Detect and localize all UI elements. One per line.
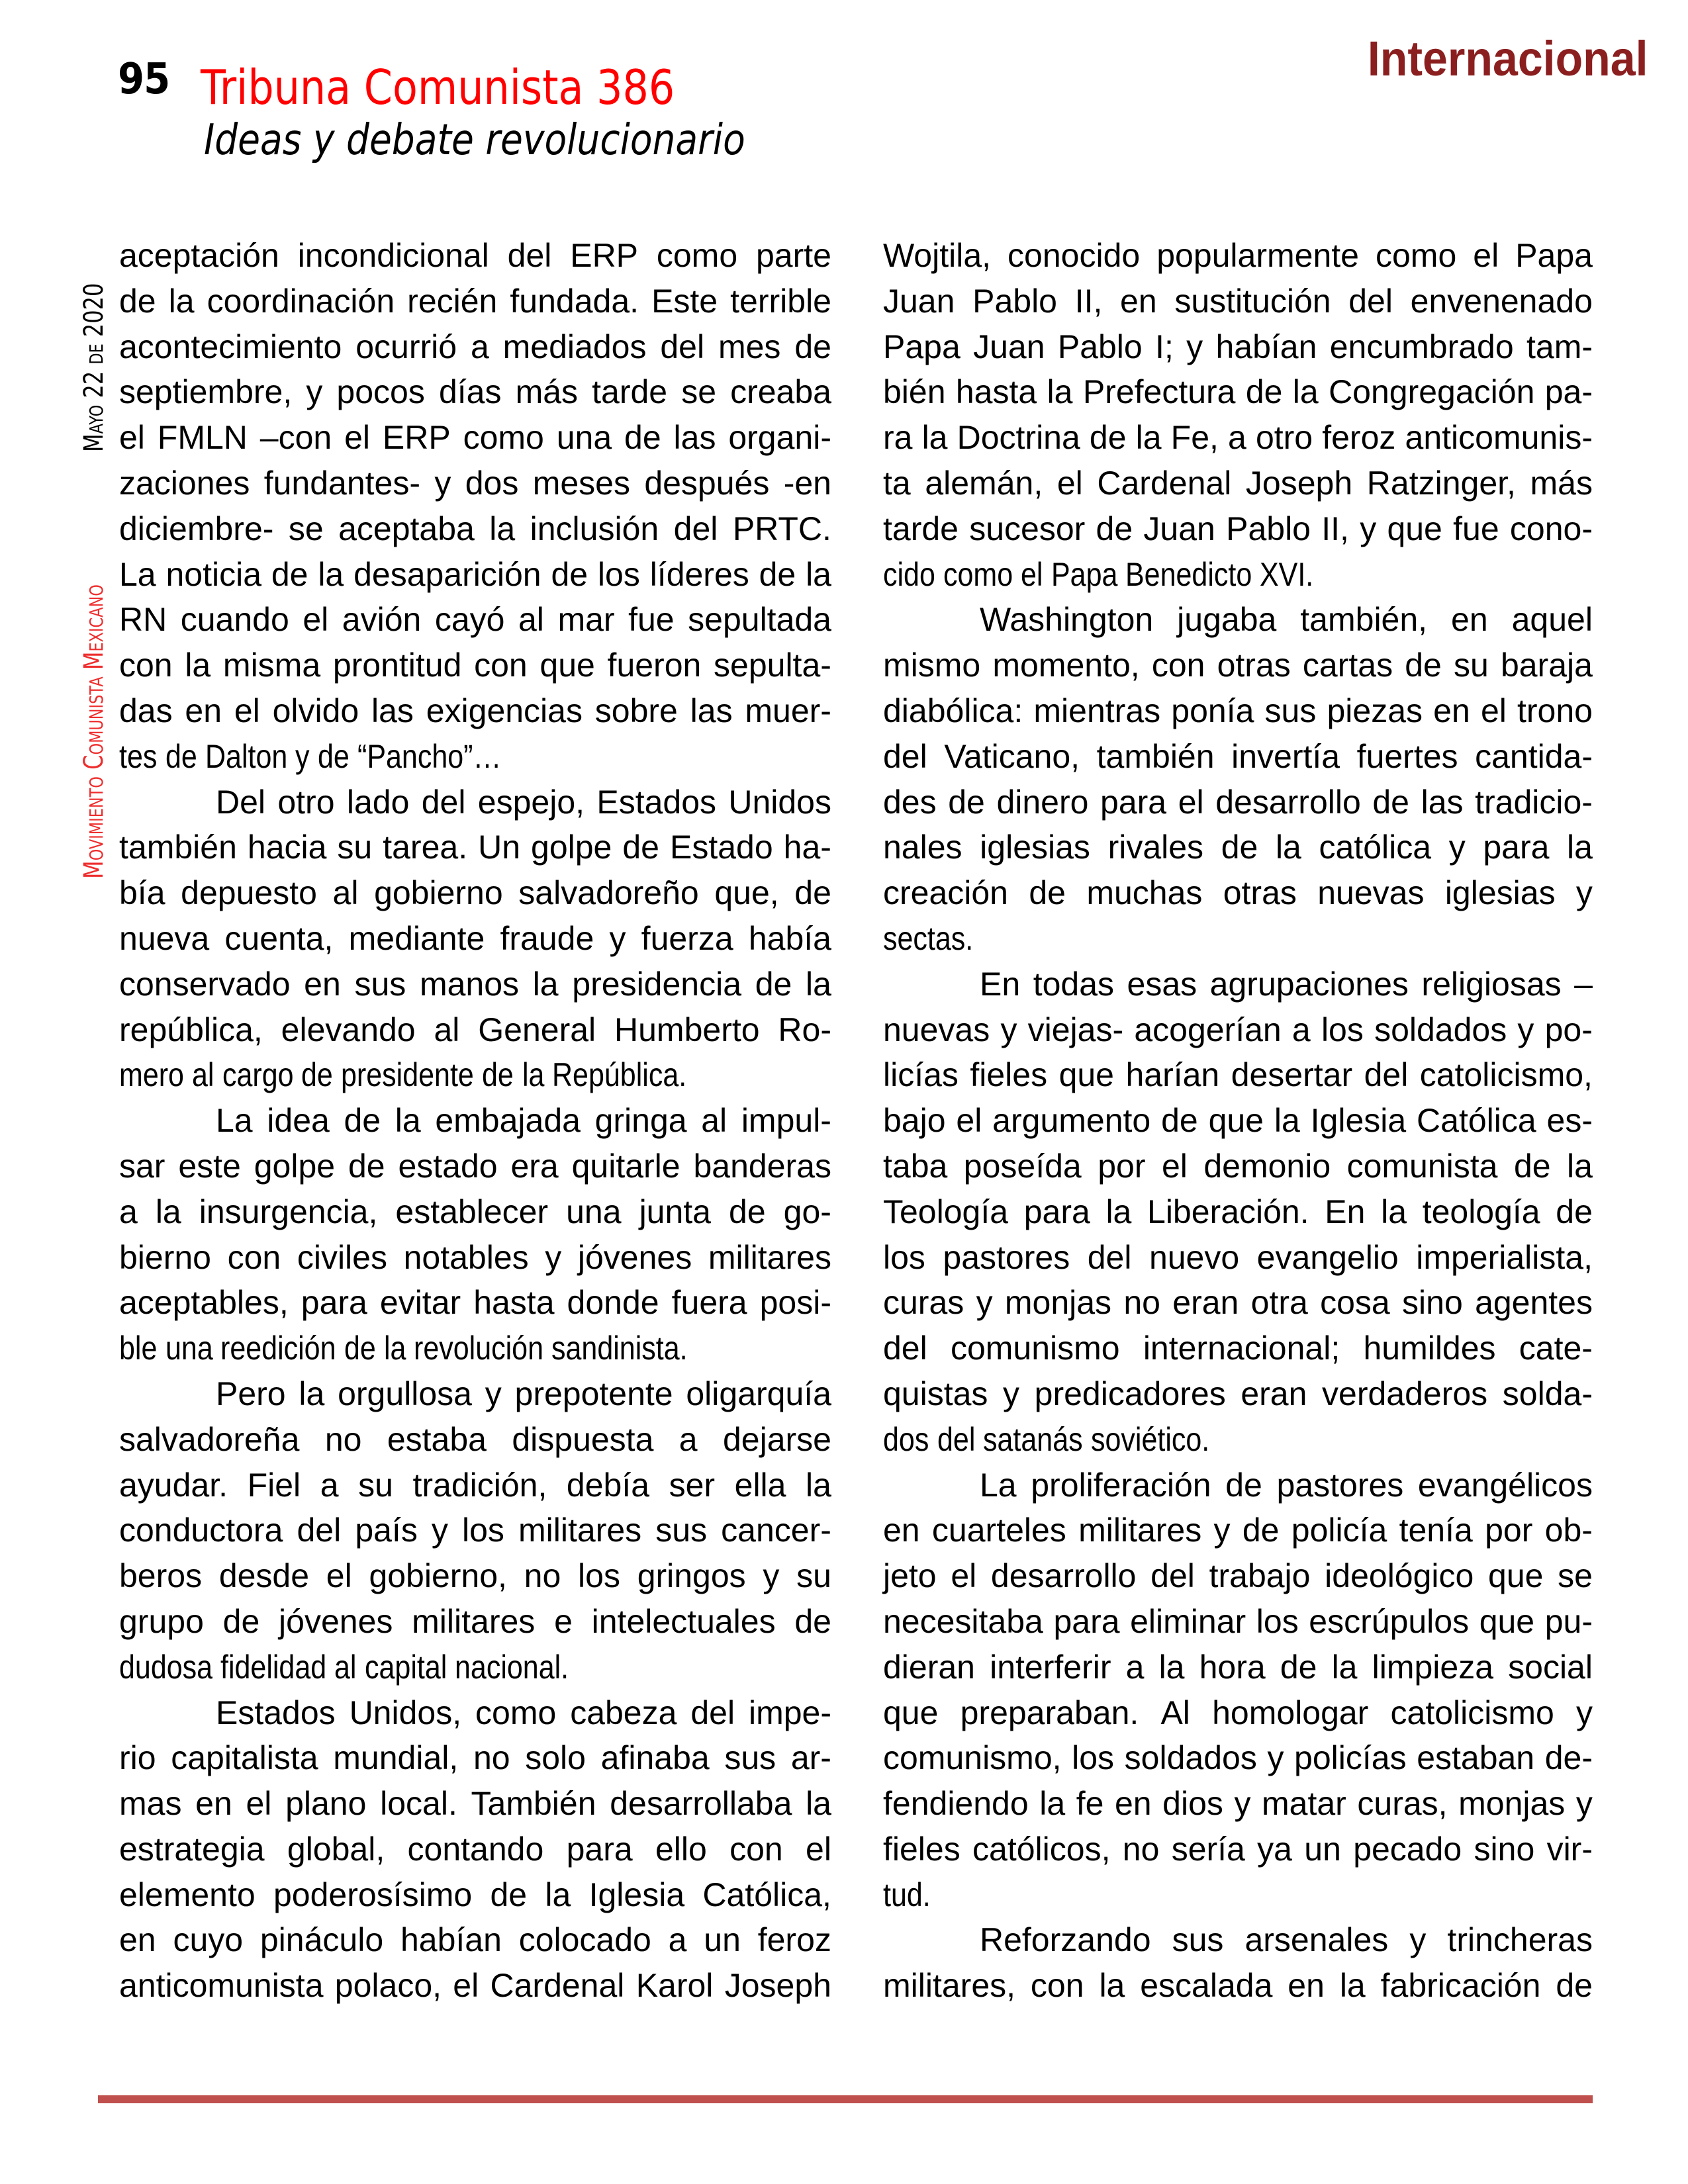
text-line: comunismo, los soldados y policías estaban de- [883,1739,1593,1777]
text-line: dos del satanás soviético. [883,1420,1210,1458]
text-line: conductora del país y los militares sus cancer- [119,1512,831,1549]
text-line: La proliferación de pastores evangélicos [980,1466,1593,1504]
text-line: anticomunista polaco, el Cardenal Karol Joseph [119,1967,831,2005]
article-column-left [119,233,831,2009]
text-line: dudosa fidelidad al capital nacional. [119,1648,569,1686]
text-line: estrategia global, contando para ello con el [119,1830,831,1868]
text-line: cido como el Papa Benedicto XVI. [883,555,1314,593]
text-line: bierno con civiles notables y jóvenes militares [119,1238,831,1276]
side-strip-date: Mayo 22 de 2020 [79,283,109,452]
text-line: bajo el argumento de que la Iglesia Católica es- [883,1102,1593,1140]
article-column-right [883,233,1593,2009]
text-line: dieran interferir a la hora de la limpieza social [883,1648,1593,1686]
text-line: rio capitalista mundial, no solo afinaba sus ar- [119,1739,831,1777]
text-line: del Vaticano, también invertía fuertes cantida- [883,737,1593,775]
text-line: ayudar. Fiel a su tradición, debía ser ella la [119,1466,831,1504]
text-line: en cuarteles militares y de policía tenía por ob- [883,1512,1593,1549]
text-line: salvadoreña no estaba dispuesta a dejarse [119,1420,831,1458]
page-number: 95 [118,55,170,104]
text-line: aceptación incondicional del ERP como parte [119,237,831,274]
text-line: sectas. [883,919,974,957]
text-line: grupo de jóvenes militares e intelectuales de [119,1602,831,1640]
text-line: En todas esas agrupaciones religiosas – [980,965,1593,1003]
text-line: el FMLN –con el ERP como una de las organi- [119,419,831,457]
text-line: Reforzando sus arsenales y trincheras [980,1921,1593,1959]
text-line: con la misma prontitud con que fueron sepulta- [119,647,831,684]
publication-title: Tribuna Comunista 386 [201,60,675,115]
text-line: ta alemán, el Cardenal Joseph Ratzinger, más [883,464,1593,502]
text-line: que preparaban. Al homologar catolicismo y [883,1694,1593,1731]
text-line: aceptables, para evitar hasta donde fuera posi- [119,1284,831,1322]
text-line: acontecimiento ocurrió a mediados del mes de [119,328,831,365]
text-line: los pastores del nuevo evangelio imperialista, [883,1238,1593,1276]
text-line: creación de muchas otras nuevas iglesias y [883,874,1593,912]
text-line: Del otro lado del espejo, Estados Unidos [216,783,831,821]
paragraph [119,1690,831,2009]
text-line: Pero la orgullosa y prepotente oligarquía [216,1375,831,1412]
text-line: mero al cargo de presidente de la República. [119,1056,687,1094]
side-strip [78,224,110,879]
text-line: mas en el plano local. También desarrollaba la [119,1785,831,1823]
text-line: de la coordinación recién fundada. Este terrible [119,282,831,320]
section-label: Internacional [1368,31,1648,86]
text-line: diabólica: mientras ponía sus piezas en el trono [883,692,1593,729]
paragraph [883,962,1593,1463]
text-line: también hacia su tarea. Un golpe de Estado ha- [119,829,831,866]
text-line: tarde sucesor de Juan Pablo II, y que fue cono- [883,510,1593,547]
text-line: septiembre, y pocos días más tarde se creaba [119,373,831,411]
side-strip-organization: Movimiento Comunista Mexicano [79,584,109,879]
text-line: curas y monjas no eran otra cosa sino agentes [883,1284,1593,1322]
text-line: sar este golpe de estado era quitarle banderas [119,1147,831,1185]
text-line: Estados Unidos, como cabeza del impe- [216,1694,831,1731]
text-line: beros desde el gobierno, no los gringos y su [119,1557,831,1595]
text-line: nuevas y viejas- acogerían a los soldados y po- [883,1011,1593,1048]
text-line: en cuyo pináculo habían colocado a un feroz [119,1921,831,1959]
text-line: taba poseída por el demonio comunista de la [883,1147,1593,1185]
text-line: Wojtila, conocido popularmente como el Papa [883,237,1593,274]
text-line: necesitaba para eliminar los escrúpulos que pu- [883,1602,1593,1640]
text-line: fieles católicos, no sería ya un pecado sino vir- [883,1830,1593,1868]
text-line: fendiendo la fe en dios y matar curas, monjas y [883,1785,1593,1823]
text-line: tes de Dalton y de “Pancho”… [119,737,502,775]
text-line: Juan Pablo II, en sustitución del envenenado [883,282,1593,320]
text-line: bién hasta la Prefectura de la Congregación pa- [883,373,1593,411]
text-line: Teología para la Liberación. En la teología de [883,1193,1593,1230]
text-line: des de dinero para el desarrollo de las tradicio- [883,783,1593,821]
paragraph [119,1371,831,1690]
text-line: nueva cuenta, mediante fraude y fuerza había [119,919,831,957]
text-line: zaciones fundantes- y dos meses después -en [119,464,831,502]
paragraph [119,780,831,1099]
publication-subtitle: Ideas y debate revolucionario [204,116,745,165]
paragraph [883,597,1593,961]
text-line: ble una reedición de la revolución sandinista. [119,1330,688,1367]
text-line: Washington jugaba también, en aquel [980,601,1593,639]
text-line: ra la Doctrina de la Fe, a otro feroz anticomunis- [883,419,1593,457]
text-line: Papa Juan Pablo I; y habían encumbrado tam- [883,328,1593,365]
text-line: a la insurgencia, establecer una junta de go- [119,1193,831,1230]
text-line: das en el olvido las exigencias sobre las muer- [119,692,831,729]
text-line: RN cuando el avión cayó al mar fue sepultada [119,601,831,639]
text-line: nales iglesias rivales de la católica y para la [883,829,1593,866]
text-line: licías fieles que harían desertar del catolicismo, [883,1056,1593,1094]
paragraph [119,1098,831,1371]
footer-rule [98,2095,1593,2103]
text-line: tud. [883,1876,931,1913]
text-line: del comunismo internacional; humildes cate- [883,1330,1593,1367]
text-line: bía depuesto al gobierno salvadoreño que, de [119,874,831,912]
paragraph [883,1463,1593,1918]
text-line: quistas y predicadores eran verdaderos solda- [883,1375,1593,1412]
text-line: diciembre- se aceptaba la inclusión del PRTC. [119,510,831,547]
text-line: mismo momento, con otras cartas de su baraja [883,647,1593,684]
paragraph [883,233,1593,597]
text-line: elemento poderosísimo de la Iglesia Católica, [119,1876,831,1913]
text-line: La noticia de la desaparición de los líderes de la [119,555,831,593]
text-line: jeto el desarrollo del trabajo ideológico que se [883,1557,1593,1595]
text-line: conservado en sus manos la presidencia de la [119,965,831,1003]
paragraph [119,233,831,780]
text-line: república, elevando al General Humberto Ro- [119,1011,831,1048]
text-line: La idea de la embajada gringa al impul- [216,1102,831,1140]
text-line: militares, con la escalada en la fabricación de [883,1967,1593,2005]
paragraph [883,1917,1593,2009]
